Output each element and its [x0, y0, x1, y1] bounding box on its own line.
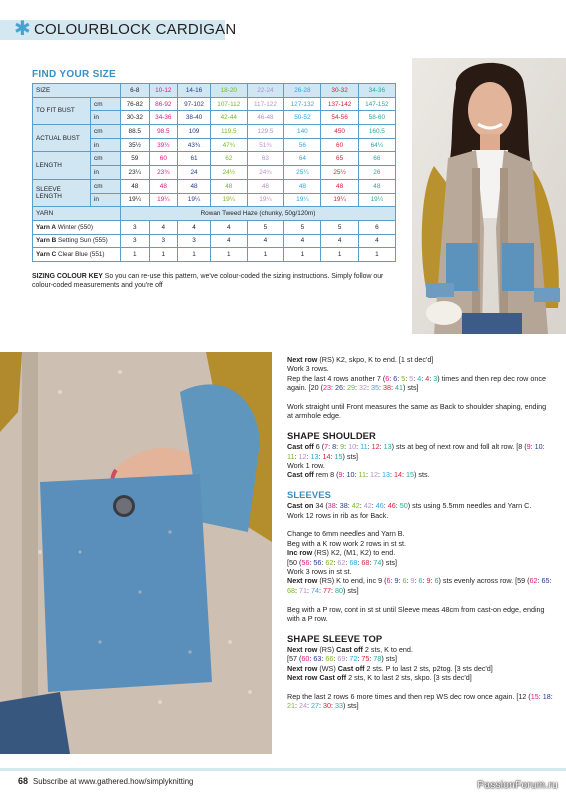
table-cell: 4	[358, 234, 395, 248]
table-cell: 48	[149, 179, 178, 193]
table-cell: 35½	[121, 138, 150, 152]
table-cell: 60	[321, 138, 358, 152]
table-cell: 1	[178, 248, 211, 262]
unit-label: cm	[91, 125, 121, 139]
table-cell: 38-40	[178, 111, 211, 125]
table-cell: 63	[247, 152, 284, 166]
table-cell: 18-20	[210, 84, 247, 98]
table-cell: 22-24	[247, 84, 284, 98]
table-cell: 19¼	[247, 193, 284, 207]
measurement-label: LENGTH	[33, 152, 91, 179]
table-cell: 1	[121, 248, 150, 262]
table-cell: 64	[284, 152, 321, 166]
table-row	[33, 125, 396, 139]
watermark: PassionForum.ru	[477, 780, 558, 791]
key-text: So you can re-use this pattern, we've colour-coded the sizing instructions. Simply follow our colour-coded measurements and you're off	[32, 273, 384, 290]
measurement-label: TO FIT BUST	[33, 97, 91, 124]
table-cell: 140	[284, 125, 321, 139]
table-cell: 3	[121, 234, 150, 248]
unit-label: cm	[91, 179, 121, 193]
table-cell: 26-28	[284, 84, 321, 98]
table-cell: 4	[321, 234, 358, 248]
yarn-name: Yarn C Clear Blue (551)	[33, 248, 121, 262]
table-cell: 65	[321, 152, 358, 166]
table-cell: 34-36	[149, 111, 178, 125]
table-cell: 48	[321, 179, 358, 193]
table-cell: 56	[284, 138, 321, 152]
table-cell: 1	[247, 248, 284, 262]
table-cell: 24	[178, 166, 211, 180]
table-cell: 76-82	[121, 97, 150, 111]
table-cell: 48	[284, 179, 321, 193]
pocket-closeup-photo	[0, 352, 272, 754]
table-cell: 450	[321, 125, 358, 139]
subscribe-link[interactable]: Subscribe at www.gathered.how/simplyknitting	[33, 777, 194, 786]
key-label: SIZING COLOUR KEY	[32, 273, 103, 280]
table-row	[33, 152, 396, 166]
unit-label: in	[91, 138, 121, 152]
table-cell: 86-92	[149, 97, 178, 111]
table-cell: 19¼	[358, 193, 395, 207]
table-cell: 24½	[210, 166, 247, 180]
instruction-t2: [57 (60: 63: 66: 69: 72: 75: 78) sts]	[287, 654, 397, 664]
table-cell: 3	[149, 234, 178, 248]
sleeve-length: Beg with a P row, cont in st st until Sleeve meas 48cm from cast-on edge, ending with a P row.	[287, 604, 545, 624]
sleeve-increase: Change to 6mm needles and Yarn B. Beg with a K row work 2 rows in st st. Inc row (RS) K2, (M1, K2) to end. [50 (56: 56: 62: 62: 68: 68: 74) sts] Work 3 rows in st st. Next row (RS) K to end, inc 9 (6: 9: 6: 9: 6: 9: 6) sts evenly across row. [59 (62: 65: 68: 71: 74: 77: 80) sts]	[287, 529, 552, 595]
table-cell: 66	[358, 152, 395, 166]
table-cell: 4	[178, 220, 211, 234]
table-cell: 59	[121, 152, 150, 166]
table-cell: 107-112	[210, 97, 247, 111]
page-number: 68	[18, 776, 29, 786]
front-straight: Work straight until Front measures the same as Back to shoulder shaping, ending at armhole edge.	[287, 402, 547, 421]
sizing-colour-key	[32, 272, 398, 291]
instruction-v1: Cast on 34 (38: 38: 42: 42: 46: 46: 50) sts using 5.5mm needles and Yarn C.	[287, 501, 532, 511]
table-cell: 46-48	[247, 111, 284, 125]
instruction-v6: [50 (56: 56: 62: 62: 68: 68: 74) sts]	[287, 557, 397, 567]
table-cell: 62	[210, 152, 247, 166]
page-title: COLOURBLOCK CARDIGAN	[34, 21, 237, 38]
table-cell: 48	[358, 179, 395, 193]
table-cell: 58-60	[358, 111, 395, 125]
table-cell: 39½	[149, 138, 178, 152]
table-cell: 88.5	[121, 125, 150, 139]
table-cell: 4	[210, 234, 247, 248]
yarn-quantity-row	[33, 220, 396, 234]
unit-label: cm	[91, 152, 121, 166]
table-cell: 5	[247, 220, 284, 234]
shoulder-instructions: Cast off 6 (7: 8: 9: 10: 11: 12: 13) sts at beg of next row and foll alt row. [8 (9: 10: 11: 12: 13: 14: 15) sts] Work 1 row. Cast off rem 8 (9: 10: 11: 12: 13: 14: 15) sts.	[287, 442, 545, 480]
measurement-label: ACTUAL BUST	[33, 125, 91, 152]
unit-label: cm	[91, 97, 121, 111]
front-dec-row: Next row (RS) K2, skpo, K to end. [1 st dec'd] Work 3 rows. Rep the last 4 rows another 7 (6: 6: 5: 5: 4: 4: 3) times and then rep dec row once again. [20 (23: 26: 29: 32: 35: 38: 41) sts]	[287, 355, 546, 393]
sleeve-top-instructions: Next row (RS) Cast off 2 sts, K to end. [57 (60: 63: 66: 69: 72: 75: 78) sts] Next row (WS) Cast off 2 sts. P to last 2 sts, p2tog. [3 sts dec'd] Next row Cast off 2 sts, K to last 2 sts, skpo. [3 sts dec'd]	[287, 644, 493, 683]
pocket-closeup-illustration	[0, 352, 272, 754]
table-cell: 61	[178, 152, 211, 166]
yarn-quantity-row	[33, 248, 396, 262]
table-cell: 119.5	[210, 125, 247, 139]
shape-shoulder-heading: SHAPE SHOULDER	[287, 430, 376, 442]
table-row	[33, 97, 396, 111]
yarn-description: Rowan Tweed Haze (chunky, 50g/120m)	[121, 207, 396, 221]
table-cell: 24¾	[247, 166, 284, 180]
table-cell: 127-132	[284, 97, 321, 111]
table-cell: 98.5	[149, 125, 178, 139]
sleeves-heading: SLEEVES	[287, 489, 331, 501]
instruction-t5: Rep the last 2 rows 6 more times and then rep WS dec row once again. [12 (15: 18: 21: 24: 27: 30: 33) sts]	[287, 691, 553, 711]
pattern-instructions	[287, 355, 553, 720]
size-label: SIZE	[33, 84, 121, 98]
table-cell: 60	[149, 152, 178, 166]
table-cell: 97-102	[178, 97, 211, 111]
table-cell: 30-32	[121, 111, 150, 125]
yarn-row	[33, 207, 396, 221]
size-table	[32, 83, 396, 262]
footer	[18, 776, 193, 786]
table-cell: 48	[247, 179, 284, 193]
table-cell: 64¼	[358, 138, 395, 152]
footer-rule	[0, 768, 566, 771]
yarn-quantity-row	[33, 234, 396, 248]
table-cell: 23¼	[121, 166, 150, 180]
table-cell: 3	[178, 234, 211, 248]
table-cell: 34-36	[358, 84, 395, 98]
table-cell: 42-44	[210, 111, 247, 125]
yarn-name: Yarn A Winter (550)	[33, 220, 121, 234]
table-cell: 19¼	[178, 193, 211, 207]
model-photo-illustration	[412, 58, 566, 334]
table-cell: 51¾	[247, 138, 284, 152]
table-cell: 19¼	[210, 193, 247, 207]
table-cell: 19¼	[284, 193, 321, 207]
table-cell: 14-16	[178, 84, 211, 98]
unit-label: in	[91, 111, 121, 125]
instruction-p1c: Rep the last 4 rows another 7 (6: 6: 5: 5: 4: 4: 3) times and then rep dec row once again. [20 (23: 26: 29: 32: 35: 38: 41) sts]	[287, 373, 546, 393]
sleeve-cast-on: Cast on 34 (38: 38: 42: 42: 46: 46: 50) sts using 5.5mm needles and Yarn C. Work 12 rows in rib as for Back.	[287, 501, 532, 520]
unit-label: in	[91, 193, 121, 207]
table-cell: 147-152	[358, 97, 395, 111]
table-cell: 26	[358, 166, 395, 180]
table-cell: 23¾	[149, 166, 178, 180]
table-cell: 48	[178, 179, 211, 193]
size-header-row	[33, 84, 396, 98]
table-cell: 109	[178, 125, 211, 139]
table-cell: 19¼	[121, 193, 150, 207]
table-cell: 1	[210, 248, 247, 262]
shape-sleeve-top-heading: SHAPE SLEEVE TOP	[287, 632, 383, 644]
table-cell: 6	[358, 220, 395, 234]
yarn-name: Yarn B Setting Sun (555)	[33, 234, 121, 248]
table-cell: 160.5	[358, 125, 395, 139]
table-cell: 25¼	[284, 166, 321, 180]
table-cell: 4	[284, 234, 321, 248]
table-cell: 5	[321, 220, 358, 234]
find-your-size-heading: FIND YOUR SIZE	[32, 69, 117, 80]
table-cell: 48	[210, 179, 247, 193]
table-cell: 117-122	[247, 97, 284, 111]
table-cell: 4	[210, 220, 247, 234]
table-cell: 43¾	[178, 138, 211, 152]
table-cell: 19¼	[321, 193, 358, 207]
table-cell: 10-12	[149, 84, 178, 98]
table-cell: 137-142	[321, 97, 358, 111]
model-photo	[412, 58, 566, 334]
table-cell: 4	[247, 234, 284, 248]
table-cell: 129.5	[247, 125, 284, 139]
yarn-label: YARN	[33, 207, 121, 221]
table-cell: 1	[321, 248, 358, 262]
measurement-label: SLEEVE LENGTH	[33, 179, 91, 206]
table-cell: 47¾	[210, 138, 247, 152]
table-cell: 3	[121, 220, 150, 234]
instruction-s3: Cast off rem 8 (9: 10: 11: 12: 13: 14: 15) sts.	[287, 470, 430, 480]
table-cell: 4	[149, 220, 178, 234]
instruction-v8: Next row (RS) K to end, inc 9 (6: 9: 6: 9: 6: 9: 6) sts evenly across row. [59 (62: 65: 68: 71: 74: 77: 80) sts]	[287, 576, 552, 595]
sleeve-top-repeat	[287, 692, 553, 711]
table-row	[33, 179, 396, 193]
unit-label: in	[91, 166, 121, 180]
table-cell: 30-32	[321, 84, 358, 98]
table-cell: 25½	[321, 166, 358, 180]
table-cell: 1	[358, 248, 395, 262]
table-cell: 5	[284, 220, 321, 234]
table-cell: 50-52	[284, 111, 321, 125]
table-cell: 54-56	[321, 111, 358, 125]
asterisk-icon: ✱	[14, 18, 31, 40]
table-cell: 6-8	[121, 84, 150, 98]
table-cell: 19¼	[149, 193, 178, 207]
table-cell: 1	[149, 248, 178, 262]
instruction-s1: Cast off 6 (7: 8: 9: 10: 11: 12: 13) sts at beg of next row and foll alt row. [8 (9: 10: 11: 12: 13: 14: 15) sts]	[287, 442, 545, 461]
table-cell: 48	[121, 179, 150, 193]
table-cell: 1	[284, 248, 321, 262]
